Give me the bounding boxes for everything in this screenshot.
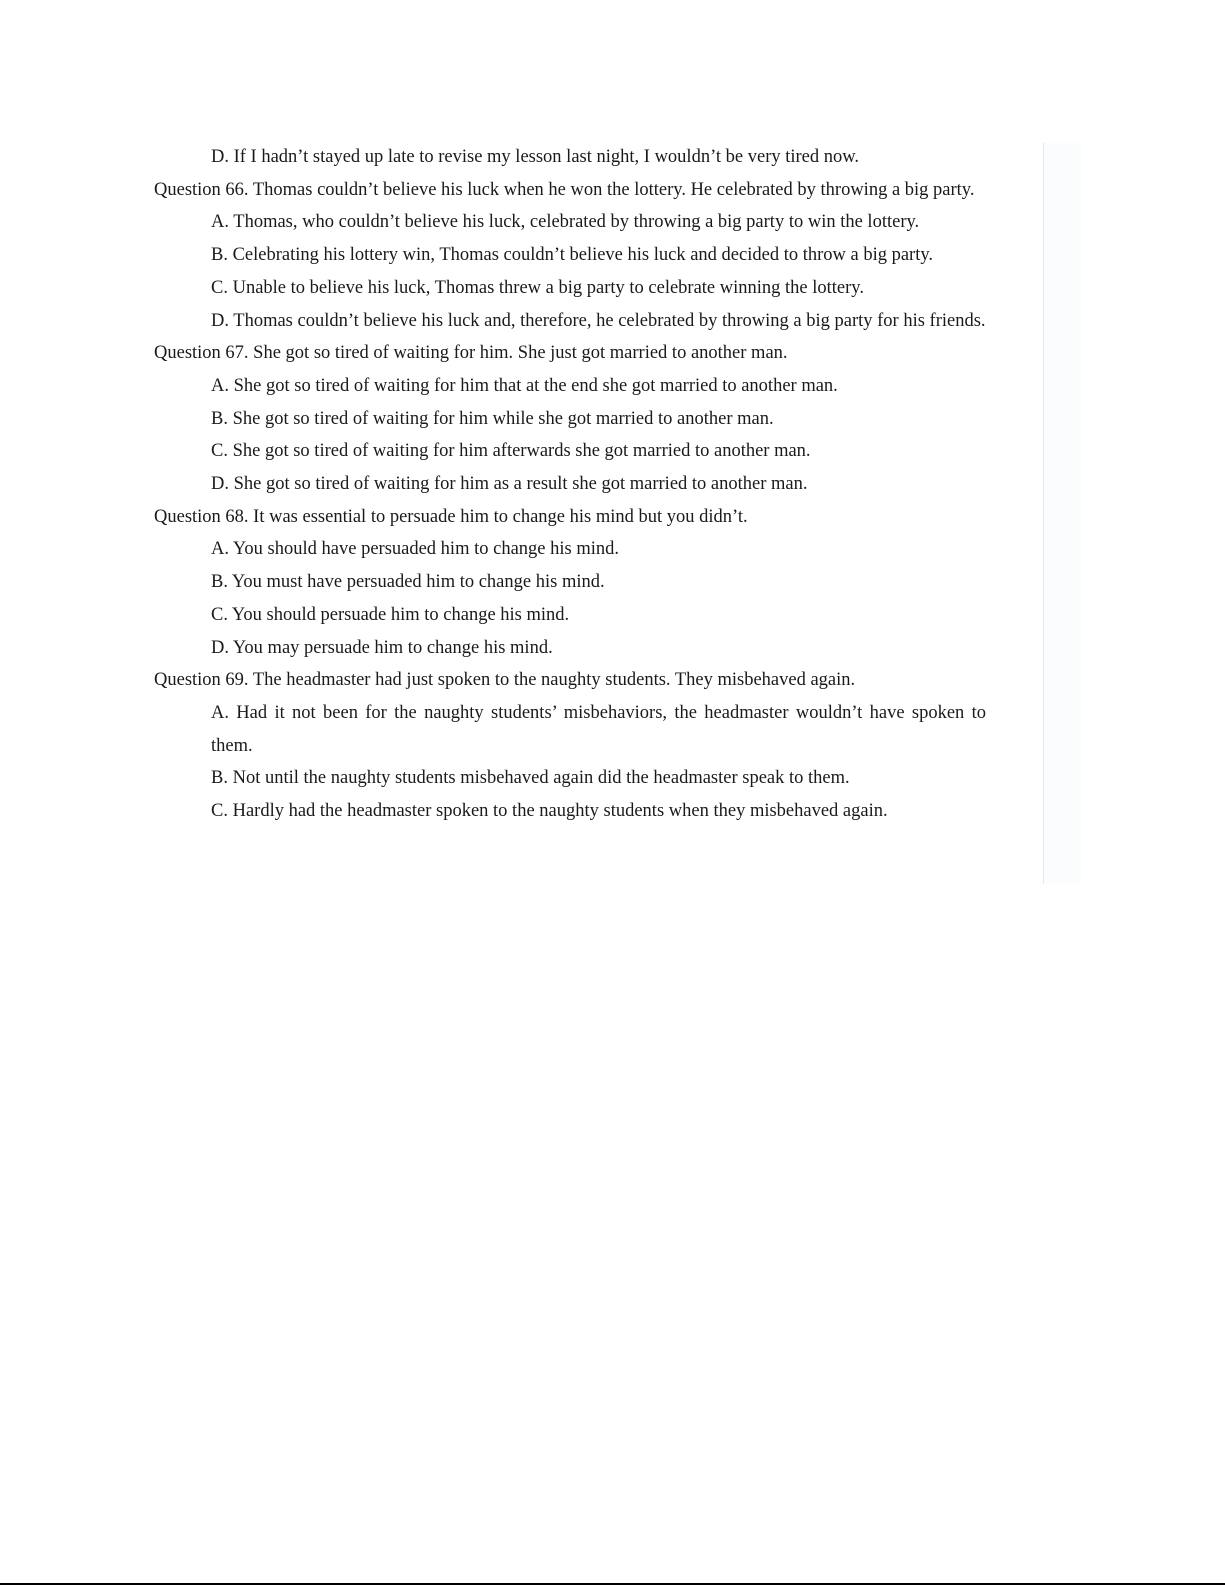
- q69-option-c: C. Hardly had the headmaster spoken to the naughty students when they misbehaved again.: [211, 801, 888, 822]
- q69-option-b: B. Not until the naughty students misbehaved again did the headmaster speak to them.: [211, 768, 850, 789]
- q67-stem: Question 67. She got so tired of waiting for him. She just got married to another man.: [154, 343, 788, 364]
- q69-option-a: A. Had it not been for the naughty students’ misbehaviors, the headmaster wouldn’t have spoken to them.: [211, 702, 986, 756]
- q66-option-b: B. Celebrating his lottery win, Thomas couldn’t believe his luck and decided to throw a big party.: [211, 245, 934, 266]
- q68-stem: Question 68. It was essential to persuade him to change his mind but you didn’t.: [154, 506, 748, 527]
- q69-stem: Question 69. The headmaster had just spoken to the naughty students. They misbehaved again.: [154, 670, 856, 691]
- q67-option-a: A. She got so tired of waiting for him that at the end she got married to another man.: [211, 375, 838, 396]
- q67-option-b: B. She got so tired of waiting for him while she got married to another man.: [211, 408, 774, 429]
- q66-option-a: A. Thomas, who couldn’t believe his luck, celebrated by throwing a big party to win the lottery.: [211, 212, 920, 233]
- document-content: [154, 141, 986, 884]
- q68-option-d: D. You may persuade him to change his mind.: [211, 637, 553, 658]
- side-margin-panel: [1043, 143, 1081, 884]
- q68-option-a: A. You should have persuaded him to change his mind.: [211, 539, 619, 560]
- q67-option-d: D. She got so tired of waiting for him as a result she got married to another man.: [211, 474, 808, 495]
- q66-option-d: D. Thomas couldn’t believe his luck and, therefore, he celebrated by throwing a big party for his friends.: [211, 310, 986, 331]
- q68-option-c: C. You should persuade him to change his mind.: [211, 604, 570, 625]
- q68-option-b: B. You must have persuaded him to change his mind.: [211, 572, 605, 593]
- q66-option-c: C. Unable to believe his luck, Thomas threw a big party to celebrate winning the lottery.: [211, 277, 864, 298]
- q67-option-c: C. She got so tired of waiting for him afterwards she got married to another man.: [211, 441, 811, 462]
- q66-stem: Question 66. Thomas couldn’t believe his luck when he won the lottery. He celebrated by throwing a big party.: [154, 179, 975, 200]
- q65-option-d: D. If I hadn’t stayed up late to revise my lesson last night, I wouldn’t be very tired now.: [211, 147, 860, 167]
